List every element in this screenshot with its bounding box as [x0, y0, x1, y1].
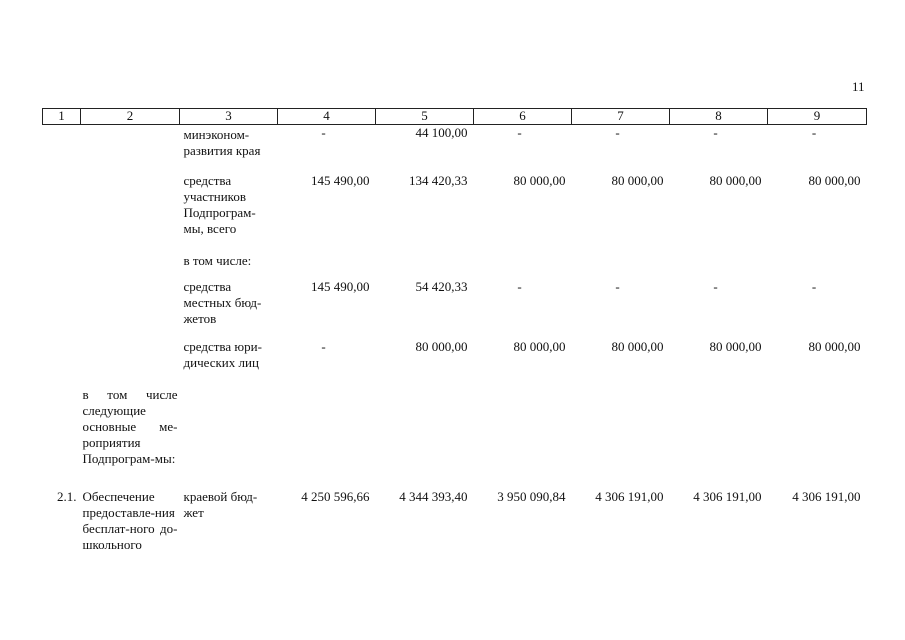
value-cell [474, 381, 572, 489]
header-cell: 3 [180, 109, 278, 125]
table-row [43, 173, 867, 253]
value-cell: 80 000,00 [709, 172, 762, 188]
value-cell: 80 000,00 [709, 338, 762, 354]
value-cell [278, 253, 376, 279]
value-cell [572, 253, 670, 279]
table-row [43, 489, 867, 579]
value-cell [670, 253, 768, 279]
funding-source: средства юри-дических лиц [183, 338, 262, 370]
value-cell: 134 420,33 [409, 172, 468, 188]
row-number [43, 279, 81, 339]
row-number: 2.1. [57, 488, 77, 504]
value-cell: 54 420,33 [415, 278, 468, 294]
value-cell: 80 000,00 [611, 172, 664, 188]
column-number-header [43, 109, 867, 125]
value-cell [278, 381, 376, 489]
value-cell: 3 950 090,84 [497, 488, 566, 504]
value-cell: - [811, 278, 817, 294]
value-cell [768, 253, 867, 279]
row-number [43, 253, 81, 279]
event-name: в том числе следующие основные ме-роприятия Подпрограм-мы: [82, 386, 178, 466]
value-cell: - [713, 278, 718, 294]
value-cell: 80 000,00 [513, 172, 566, 188]
value-cell [768, 381, 867, 489]
value-cell: - [321, 338, 326, 354]
value-cell: 4 306 191,00 [693, 488, 762, 504]
header-cell: 2 [81, 109, 180, 125]
table-row [43, 253, 867, 279]
event-name [81, 125, 180, 173]
value-cell: 4 306 191,00 [792, 488, 861, 504]
value-cell [376, 253, 474, 279]
header-cell: 4 [278, 109, 376, 125]
header-cell: 7 [572, 109, 670, 125]
event-name [81, 279, 180, 339]
header-cell: 5 [376, 109, 474, 125]
value-cell: 145 490,00 [311, 278, 370, 294]
header-cell: 6 [474, 109, 572, 125]
header-cell: 9 [768, 109, 867, 125]
page-number: 11 [852, 79, 865, 94]
value-cell: - [517, 278, 522, 294]
event-name: Обеспечение предоставле-ния бесплат-ного до-школьного [82, 488, 178, 552]
value-cell [572, 381, 670, 489]
row-number [43, 173, 81, 253]
table-row [43, 381, 867, 489]
event-name [81, 253, 180, 279]
value-cell: 80 000,00 [513, 338, 566, 354]
value-cell: 4 250 596,66 [301, 488, 370, 504]
event-name [81, 339, 180, 381]
value-cell: 44 100,00 [415, 125, 468, 140]
row-number [43, 125, 81, 173]
value-cell: - [321, 125, 326, 140]
funding-source: средства участников Подпрограм-мы, всего [183, 172, 256, 236]
value-cell: 80 000,00 [808, 172, 861, 188]
funding-source: минэконом-развития края [183, 127, 261, 158]
funding-source: средства местных бюд-жетов [183, 278, 262, 326]
row-number [43, 339, 81, 381]
value-cell: - [615, 125, 620, 140]
funding-source [180, 381, 278, 489]
value-cell: 4 306 191,00 [595, 488, 664, 504]
table-row [43, 339, 867, 381]
value-cell: - [713, 125, 718, 140]
value-cell [474, 253, 572, 279]
value-cell: - [615, 278, 620, 294]
value-cell: 80 000,00 [611, 338, 664, 354]
value-cell: 145 490,00 [311, 172, 370, 188]
budget-table [42, 108, 867, 579]
row-number [43, 381, 81, 489]
value-cell [376, 381, 474, 489]
table-row [43, 125, 867, 173]
event-name [81, 173, 180, 253]
table-row [43, 279, 867, 339]
header-cell: 8 [670, 109, 768, 125]
funding-source: краевой бюд-жет [183, 488, 258, 520]
value-cell [670, 381, 768, 489]
value-cell: 4 344 393,40 [399, 488, 468, 504]
funding-source: в том числе: [183, 252, 252, 268]
value-cell: - [811, 125, 817, 140]
value-cell: - [517, 125, 522, 140]
value-cell: 80 000,00 [808, 338, 861, 354]
value-cell: 80 000,00 [415, 338, 468, 354]
header-cell: 1 [43, 109, 81, 125]
